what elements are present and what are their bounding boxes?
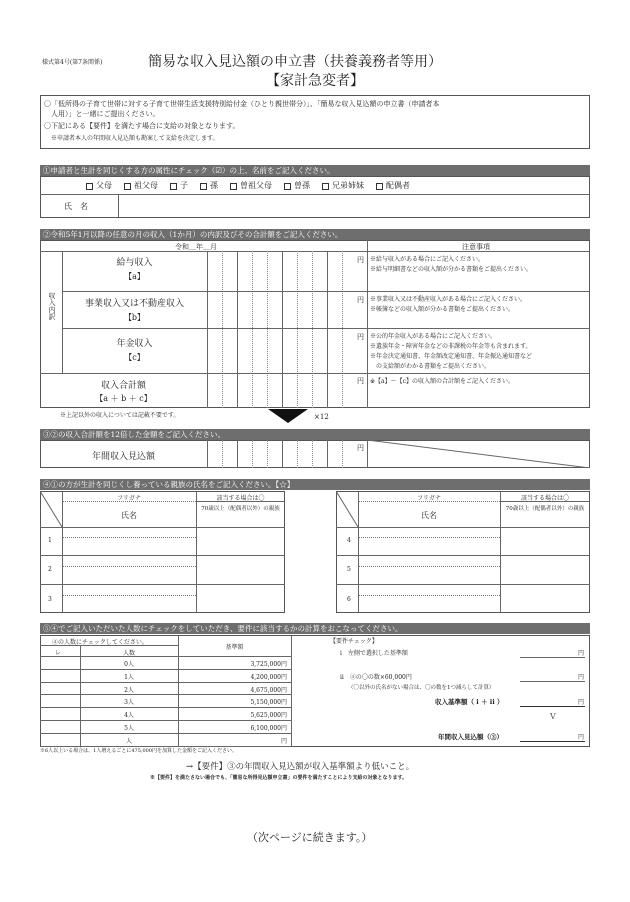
checkbox[interactable] bbox=[124, 183, 131, 190]
section4-header: ④①の方が生計を同じくし養っている親族の氏名をご記入ください。【☆】 bbox=[40, 479, 590, 490]
salary-income-label: 給与収入 bbox=[116, 258, 153, 268]
section5-header: ⑤④でご記入いただいた人数にチェックをしていただき、要件に該当するかの計算をおこなってください。 bbox=[40, 623, 590, 634]
annual-income-check-input[interactable] bbox=[520, 730, 575, 741]
name-header: 氏名 bbox=[121, 511, 137, 520]
relative-name-input-1[interactable] bbox=[63, 528, 195, 554]
relative-name-input-4[interactable] bbox=[359, 528, 499, 554]
note-c-2: ※遺族年金・障害年金などの非課税の年金等も含まれます。 bbox=[370, 343, 532, 350]
check-note: ④の人数にチェックしてください。 bbox=[52, 639, 148, 646]
note-b-1: ※事業収入又は不動産収入がある場合にご記入ください。 bbox=[370, 296, 527, 303]
income-base-total-label: 収入基準額（ i ＋ ii ） bbox=[435, 698, 504, 706]
base-amount: 5,625,000円 bbox=[250, 712, 287, 720]
row-number: 2 bbox=[48, 566, 52, 573]
people-count: 1人 bbox=[124, 673, 134, 681]
option-grandparents[interactable]: 祖父母 bbox=[124, 180, 158, 191]
row-number: 6 bbox=[347, 596, 351, 603]
age-note: 70歳以上（配偶者以外）の親族 bbox=[505, 506, 585, 512]
requirement-text: →【要件】③の年間収入見込額が収入基準額より低いこと。 bbox=[186, 762, 415, 772]
note-line-3: 〇下記にある【要件】を満たす場合に支給の対象となります。 bbox=[44, 122, 240, 130]
relative-name-input-6[interactable] bbox=[359, 585, 499, 612]
total-income-label: 収入合計額 bbox=[100, 381, 146, 391]
option-great-grandchild[interactable]: 曽孫 bbox=[284, 180, 310, 191]
business-income-label: 事業収入又は不動産収入 bbox=[84, 299, 184, 309]
diagonal-strike bbox=[336, 491, 358, 527]
note-a-1: ※給与収入がある場合にご記入ください。 bbox=[370, 256, 485, 263]
row-check-cell[interactable] bbox=[41, 734, 79, 745]
relative-name-input-5[interactable] bbox=[359, 556, 499, 583]
pension-income-label: 年金収入 bbox=[116, 339, 153, 349]
notes-header: 注意事項 bbox=[462, 243, 490, 251]
section3-header: ③②の収入合計額を12倍した金額をご記入ください。 bbox=[40, 429, 590, 440]
form-number: 様式第4号(第7条関係) bbox=[42, 59, 103, 66]
pension-income-input[interactable] bbox=[208, 329, 366, 373]
income-base-total-input[interactable] bbox=[520, 695, 575, 706]
greater-or-equal-icon: V bbox=[550, 712, 556, 721]
diagonal-strike bbox=[367, 440, 590, 468]
row-check-cell[interactable] bbox=[41, 683, 79, 694]
total-note: ※【a】～【c】の収入額の合計額をご記入ください。 bbox=[370, 378, 514, 385]
base-column-header: 基準額 bbox=[225, 644, 244, 651]
notes-box bbox=[40, 95, 590, 149]
requirement-note: ※【要件】を満たさない場合でも、「簡易な所得見込額申立書」の要件を満たすことにより支給の対象となります。 bbox=[150, 775, 408, 781]
base-amount: 円 bbox=[280, 737, 287, 745]
checkbox[interactable] bbox=[200, 183, 207, 190]
base-amount: 4,200,000円 bbox=[250, 673, 287, 681]
row-number: 1 bbox=[48, 537, 52, 544]
yen-c: 円 bbox=[357, 333, 364, 341]
people-count: 2人 bbox=[124, 686, 134, 694]
checkbox[interactable] bbox=[230, 183, 237, 190]
annual-income-label: 年間収入見込額 bbox=[91, 452, 155, 462]
business-income-input[interactable] bbox=[208, 292, 366, 328]
business-income-code: 【b】 bbox=[123, 313, 146, 322]
section2-footnote: ※上記以外の収入については記載不要です。 bbox=[60, 412, 180, 419]
check-column-header: レ bbox=[55, 650, 62, 657]
yen-total: 円 bbox=[357, 377, 364, 385]
diagonal-strike bbox=[40, 491, 62, 527]
checkbox[interactable] bbox=[322, 183, 329, 190]
total-income-formula: 【a ＋ b ＋ c】 bbox=[95, 394, 152, 403]
option-child[interactable]: 子 bbox=[170, 180, 188, 191]
yen-a: 円 bbox=[357, 256, 364, 264]
applies-header: 該当する場合は〇 bbox=[216, 495, 265, 502]
base-amount-input[interactable] bbox=[520, 646, 575, 657]
relatives-amount-input[interactable] bbox=[520, 670, 575, 681]
requirement-ii: ii ④の〇の数×60,000円 bbox=[340, 674, 412, 681]
continued-note: （次ページに続きます。） bbox=[247, 831, 373, 844]
note-line-2: 人用）」と一緒にご提出ください。 bbox=[44, 110, 160, 118]
annual-income-input[interactable] bbox=[208, 441, 366, 467]
people-count: 4人 bbox=[124, 712, 134, 720]
age-note: 70歳以上（配偶者以外）の親族 bbox=[201, 506, 280, 512]
row-check-cell[interactable] bbox=[41, 708, 79, 719]
times-12: ×12 bbox=[314, 413, 329, 421]
note-b-2: ※帳簿などの収入額が分かる書類をご提出ください。 bbox=[370, 306, 515, 313]
note-c-3: ※年金決定通知書、年金額改定通知書、年金振込通知書など bbox=[370, 353, 533, 360]
page-title: 簡易な収入見込額の申立書（扶養義務者等用） bbox=[148, 54, 442, 70]
section5-footnote: ※6人以上いる場合は、1人増えるごとに475,000円を加算した金額をご記入ください。 bbox=[40, 748, 238, 754]
option-spouse[interactable]: 配偶者 bbox=[376, 180, 410, 191]
month-label: 令和＿年＿月 bbox=[175, 243, 217, 251]
option-parents[interactable]: 父母 bbox=[86, 180, 112, 191]
people-count: 人 bbox=[125, 737, 132, 745]
note-line-1: 〇「低所得の子育て世帯に対する子育て世帯生活支援特別給付金（ひとり親世帯分）」、「簡易な収入見込額の申立書（申請者本 bbox=[44, 100, 440, 108]
name-label: 氏 名 bbox=[64, 202, 88, 211]
option-grandchild[interactable]: 孫 bbox=[200, 180, 218, 191]
total-income-input[interactable] bbox=[208, 374, 366, 407]
base-amount: 6,100,000円 bbox=[250, 725, 287, 732]
yen-annual-check: 円 bbox=[578, 734, 585, 741]
yen-base-total: 円 bbox=[578, 699, 585, 706]
base-amount: 3,725,000円 bbox=[250, 661, 287, 668]
applies-header: 該当する場合は〇 bbox=[520, 495, 569, 502]
people-count: 0人 bbox=[124, 661, 134, 668]
base-amount: 5,150,000円 bbox=[250, 699, 287, 707]
row-check-cell[interactable] bbox=[41, 721, 79, 732]
down-arrow-icon bbox=[268, 409, 308, 423]
yen-i: 円 bbox=[578, 650, 585, 657]
row-number: 5 bbox=[347, 566, 351, 573]
row-number: 4 bbox=[347, 537, 351, 544]
note-a-2: ※給与明細書などの収入額が分かる書類をご提出ください。 bbox=[370, 266, 533, 273]
requirement-check-title: 【要件チェック】 bbox=[330, 638, 378, 645]
relative-name-input-3[interactable] bbox=[63, 585, 195, 612]
page-subtitle: 【家計急変者】 bbox=[266, 73, 364, 89]
option-siblings[interactable]: 兄弟姉妹 bbox=[322, 180, 364, 191]
people-count: 5人 bbox=[124, 725, 134, 732]
requirement-i: i 左側で選択した基準額 bbox=[340, 650, 408, 657]
row-number: 3 bbox=[48, 596, 52, 603]
furigana-header: フリガナ bbox=[117, 495, 141, 502]
people-column-header: 人数 bbox=[122, 650, 135, 657]
yen-annual: 円 bbox=[357, 444, 364, 452]
pension-income-code: 【c】 bbox=[124, 353, 145, 362]
salary-income-input[interactable] bbox=[208, 252, 366, 291]
note-line-4: ※申請者本人の年間収入見込額も勘案して支給を決定します。 bbox=[51, 135, 219, 142]
note-c-4: の支給額がわかる書類をご提出ください。 bbox=[370, 363, 491, 370]
name-header: 氏名 bbox=[421, 511, 437, 520]
row-check-cell[interactable] bbox=[41, 695, 79, 706]
income-breakdown-label: 収入内訳 bbox=[48, 292, 56, 320]
row-check-cell[interactable] bbox=[41, 657, 79, 668]
section1-header: ①申請者と生計を同じくする方の属性にチェック（☑）の上、名前をご記入ください。 bbox=[40, 165, 590, 176]
yen-b: 円 bbox=[357, 296, 364, 304]
checkbox[interactable] bbox=[86, 183, 93, 190]
annual-income-check-label: 年間収入見込額（③） bbox=[438, 733, 503, 741]
furigana-header: フリガナ bbox=[417, 495, 441, 502]
row-check-cell[interactable] bbox=[41, 670, 79, 681]
checkbox[interactable] bbox=[284, 183, 291, 190]
checkbox[interactable] bbox=[376, 183, 383, 190]
note-c-1: ※公的年金収入がある場合にご記入ください。 bbox=[370, 333, 497, 340]
requirement-ii-note: （〇以外の氏名がない場合は、〇の数を1つ減らして計算） bbox=[348, 685, 495, 691]
people-count: 3人 bbox=[124, 699, 134, 707]
relation-options bbox=[86, 180, 410, 191]
checkbox[interactable] bbox=[170, 183, 177, 190]
base-amount: 4,675,000円 bbox=[250, 686, 287, 694]
yen-ii: 円 bbox=[578, 674, 585, 681]
relative-name-input-2[interactable] bbox=[63, 556, 195, 583]
salary-income-code: 【a】 bbox=[124, 272, 145, 281]
section2-header: ②令和5年1月以降の任意の月の収入（1か月）の内訳及びその合計額をご記入ください。 bbox=[40, 229, 590, 240]
option-great-grandparents[interactable]: 曽祖父母 bbox=[230, 180, 272, 191]
name-input[interactable] bbox=[120, 196, 588, 216]
